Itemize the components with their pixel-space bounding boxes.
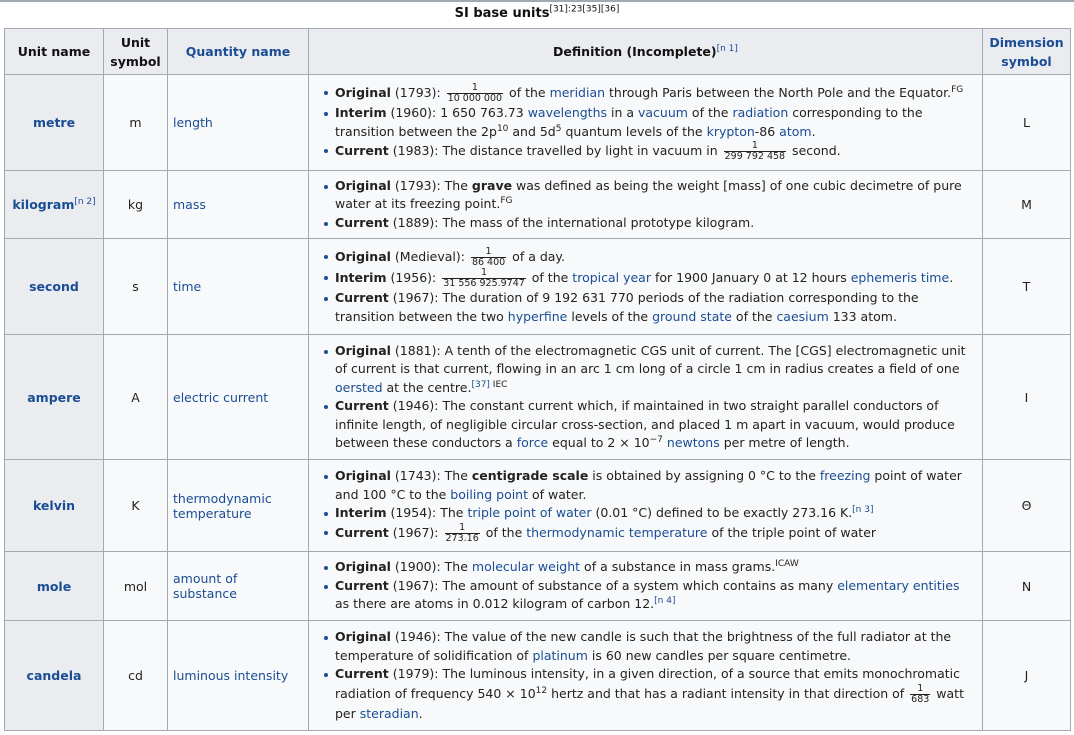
header-unit-name[interactable]: Unit name <box>5 29 104 75</box>
dimension-second: T <box>983 239 1071 335</box>
link-atom[interactable]: atom <box>779 123 812 139</box>
table-row-mole <box>5 552 1071 621</box>
unit-link-candela[interactable]: candela <box>26 668 82 683</box>
quantity-metre <box>168 75 309 171</box>
definition-item: Original (Medieval): $\frac{1}{86 400}$ of a day. <box>335 247 976 268</box>
dimension-kilogram: M <box>983 171 1071 239</box>
dimension-mole: N <box>983 552 1071 621</box>
definition-second <box>309 239 983 335</box>
dimension-kelvin: Θ <box>983 460 1071 552</box>
si-base-units-table <box>4 28 1071 731</box>
definition-item: Original (1793): $\frac{1}{10 000 000}$ of the meridian through Paris between the North Pole and the Equator.$^{FG}$ <box>335 83 976 104</box>
def-label: Original <box>335 342 391 358</box>
note-link[interactable]: [n 3] <box>852 505 874 516</box>
unit-name-kelvin[interactable] <box>5 460 104 552</box>
definition-item: Original (1743): The centigrade scale is obtained by assigning 0 °C to the freezing point of water and 100 °C to the boiling point of water. <box>335 467 976 504</box>
definition-item: Current (1967): The amount of substance of a system which contains as many elementary entities as there are atoms in 0.012 kilogram of carbon 12.[n 4] <box>335 577 976 614</box>
quantity-candela <box>168 621 309 731</box>
quantity-ampere <box>168 335 309 460</box>
dimension-ampere: I <box>983 335 1071 460</box>
definition-item: Current (1979): The luminous intensity, in a given direction, of a source that emits monochromatic radiation of frequency $540 \times 10^{12}$ hertz and that has a radiant intensity in that direction of $\frac{1}{683}$ watt per steradian. <box>335 665 976 723</box>
definition-kilogram <box>309 171 983 239</box>
unit-symbol-candela: cd <box>104 621 168 731</box>
link-krypton[interactable]: krypton <box>706 123 755 139</box>
header-definition[interactable] <box>309 29 983 75</box>
link-boiling-point[interactable]: boiling point <box>450 486 529 502</box>
link-ground-state[interactable]: ground state <box>652 308 732 324</box>
quantity-link-kelvin[interactable]: thermodynamic temperature <box>173 490 272 521</box>
definition-item: Interim (1954): The triple point of water (0.01 °C) defined to be exactly 273.16 K.[n 3] <box>335 504 976 523</box>
link-newtons[interactable]: newtons <box>666 435 720 450</box>
unit-link-ampere[interactable]: ampere <box>27 389 81 405</box>
unit-name-candela[interactable] <box>5 621 104 731</box>
quantity-link-second[interactable]: time <box>173 279 202 294</box>
unit-link-metre[interactable]: metre <box>32 115 76 130</box>
link-vacuum[interactable]: vacuum <box>638 105 688 120</box>
note-link[interactable]: [n 2] <box>74 196 96 207</box>
definition-item: Current (1946): The constant current which, if maintained in two straight parallel conductors of infinite length, of negligible circular cross-section, and placed 1 m apart in vacuum, would produce between these conductors a force equal to $2 \times 10^{-7}$ newtons per metre of length. <box>335 397 976 453</box>
def-label: Current <box>335 666 389 681</box>
link-caesium[interactable]: caesium <box>776 308 829 324</box>
definition-item: Current (1889): The mass of the international prototype kilogram. <box>335 214 976 233</box>
quantity-kelvin <box>168 460 309 552</box>
def-label: Current <box>335 290 389 305</box>
caption-title: SI base units <box>454 6 550 21</box>
fraction: $\frac{1}{31 556 925.9747}$ <box>443 267 525 289</box>
fraction: $\frac{1}{86 400}$ <box>471 246 506 268</box>
caption-refs[interactable]: [31]:23[35][36] <box>549 4 620 15</box>
definition-candela <box>309 621 983 731</box>
definition-mole <box>309 552 983 621</box>
definition-item: Original (1900): The molecular weight of a substance in mass grams.$^{ICAW}$ <box>335 558 976 577</box>
unit-name-second[interactable] <box>5 239 104 335</box>
unit-symbol-mole: mol <box>104 552 168 621</box>
table-caption <box>0 6 1074 21</box>
link-tropical-year[interactable]: tropical year <box>572 270 651 285</box>
def-label: Current <box>335 143 389 158</box>
dimension-candela: J <box>983 621 1071 731</box>
definition-item: Current (1967): $\frac{1}{273.16}$ of the thermodynamic temperature of the triple point of water <box>335 523 976 544</box>
def-label: Current <box>335 577 389 593</box>
definition-item: Original (1881): A tenth of the electromagnetic CGS unit of current. The [CGS] electromagnetic unit of current is that current, flowing in an arc 1 cm long of a circle 1 cm in radius creates a field of one oersted at the centre.[37] $^{IEC}$ <box>335 342 976 398</box>
quantity-link-mole[interactable]: amount of substance <box>173 571 238 601</box>
definition-item: Interim (1956): $\frac{1}{31 556 925.9747}$ of the tropical year for 1900 January 0 at 12 hours ephemeris time. <box>335 268 976 289</box>
quantity-link-kilogram[interactable]: mass <box>173 197 206 212</box>
fraction: $\frac{1}{683}$ <box>911 682 930 705</box>
quantity-second <box>168 239 309 335</box>
link-hyperfine[interactable]: hyperfine <box>507 308 568 324</box>
header-quantity-name[interactable]: Quantity name <box>168 29 309 75</box>
def-label: Original <box>335 559 391 575</box>
link-oersted[interactable]: oersted <box>335 379 383 395</box>
header-dimension-symbol[interactable]: Dimension symbol <box>983 29 1071 75</box>
unit-link-second[interactable]: second <box>29 279 79 294</box>
def-label: Original <box>335 629 391 644</box>
quantity-mole <box>168 552 309 621</box>
definition-ampere <box>309 335 983 460</box>
unit-symbol-ampere: A <box>104 335 168 460</box>
definition-item: Current (1967): The duration of 9 192 631 770 periods of the radiation corresponding to the transition between the two hyperfine levels of the ground state of the caesium 133 atom. <box>335 289 976 326</box>
unit-link-kilogram[interactable]: kilogram <box>12 197 75 212</box>
link-force[interactable]: force <box>516 435 549 450</box>
table-row-candela <box>5 621 1071 731</box>
unit-link-mole[interactable]: mole <box>36 578 72 594</box>
link-triple-point[interactable]: triple point of water <box>467 505 592 521</box>
top-border <box>0 0 1074 2</box>
def-label: Interim <box>335 270 387 285</box>
definition-metre <box>309 75 983 171</box>
header-definition-label: Definition (Incomplete) <box>553 44 717 59</box>
def-label: Original <box>335 249 391 264</box>
fraction: $\frac{1}{273.16}$ <box>445 521 479 544</box>
link-meridian[interactable]: meridian <box>549 85 606 100</box>
unit-name-metre[interactable] <box>5 75 104 171</box>
link-molecular-weight[interactable]: molecular weight <box>471 559 581 575</box>
unit-symbol-kelvin: K <box>104 460 168 552</box>
def-label: Original <box>335 85 391 100</box>
unit-link-kelvin[interactable]: kelvin <box>32 498 76 513</box>
table-row-ampere <box>5 335 1071 460</box>
fraction: $\frac{1}{299 792 458}$ <box>724 140 786 162</box>
unit-symbol-kilogram: kg <box>104 171 168 239</box>
ref-link[interactable]: [37] <box>471 379 490 390</box>
def-label: Original <box>335 468 391 484</box>
link-thermodynamic-temperature[interactable]: thermodynamic temperature <box>526 524 708 540</box>
unit-symbol-metre: m <box>104 75 168 171</box>
def-label: Original <box>335 177 391 193</box>
def-label: Interim <box>335 505 387 521</box>
definition-item: Interim (1960): 1 650 763.73 wavelengths in a vacuum of the radiation corresponding to the transition between the $2p^{10}$ and $5d^5$ quantum levels of the krypton-86 atom. <box>335 104 976 141</box>
def-label: Current <box>335 398 389 413</box>
quantity-link-metre[interactable]: length <box>173 115 213 130</box>
header-definition-note[interactable]: [n 1] <box>716 43 738 54</box>
def-label: Current <box>335 214 389 230</box>
header-unit-symbol[interactable]: Unit symbol <box>104 29 168 75</box>
unit-name-mole[interactable] <box>5 552 104 621</box>
link-elementary-entities[interactable]: elementary entities <box>837 577 960 593</box>
table-row-kelvin <box>5 460 1071 552</box>
quantity-link-candela[interactable]: luminous intensity <box>173 668 289 683</box>
table-row-kilogram <box>5 171 1071 239</box>
link-platinum[interactable]: platinum <box>532 647 588 663</box>
link-steradian[interactable]: steradian <box>359 705 419 721</box>
definition-kelvin <box>309 460 983 552</box>
definition-item: Original (1793): The grave was defined as being the weight [mass] of one cubic decimetre of pure water at its freezing point.$^{FG}$ <box>335 177 976 214</box>
header-row <box>5 29 1071 75</box>
table-row-metre <box>5 75 1071 171</box>
fraction: $\frac{1}{10 000 000}$ <box>447 82 503 104</box>
link-radiation[interactable]: radiation <box>732 105 789 120</box>
def-label: Current <box>335 524 389 540</box>
table-row-second <box>5 239 1071 335</box>
quantity-link-ampere[interactable]: electric current <box>173 389 269 405</box>
unit-symbol-second: s <box>104 239 168 335</box>
dimension-metre: L <box>983 75 1071 171</box>
unit-name-ampere[interactable] <box>5 335 104 460</box>
definition-item: Original (1946): The value of the new candle is such that the brightness of the full radiator at the temperature of solidification of platinum is 60 new candles per square centimetre. <box>335 628 976 665</box>
link-wavelengths[interactable]: wavelengths <box>527 105 608 120</box>
link-ephemeris-time[interactable]: ephemeris time <box>850 270 950 285</box>
note-link[interactable]: [n 4] <box>654 596 676 607</box>
def-label: Interim <box>335 105 387 120</box>
quantity-kilogram <box>168 171 309 239</box>
link-freezing[interactable]: freezing <box>819 468 871 484</box>
definition-item: Current (1983): The distance travelled by light in vacuum in $\frac{1}{299 792 458}$ second. <box>335 141 976 162</box>
unit-name-kilogram[interactable] <box>5 171 104 239</box>
